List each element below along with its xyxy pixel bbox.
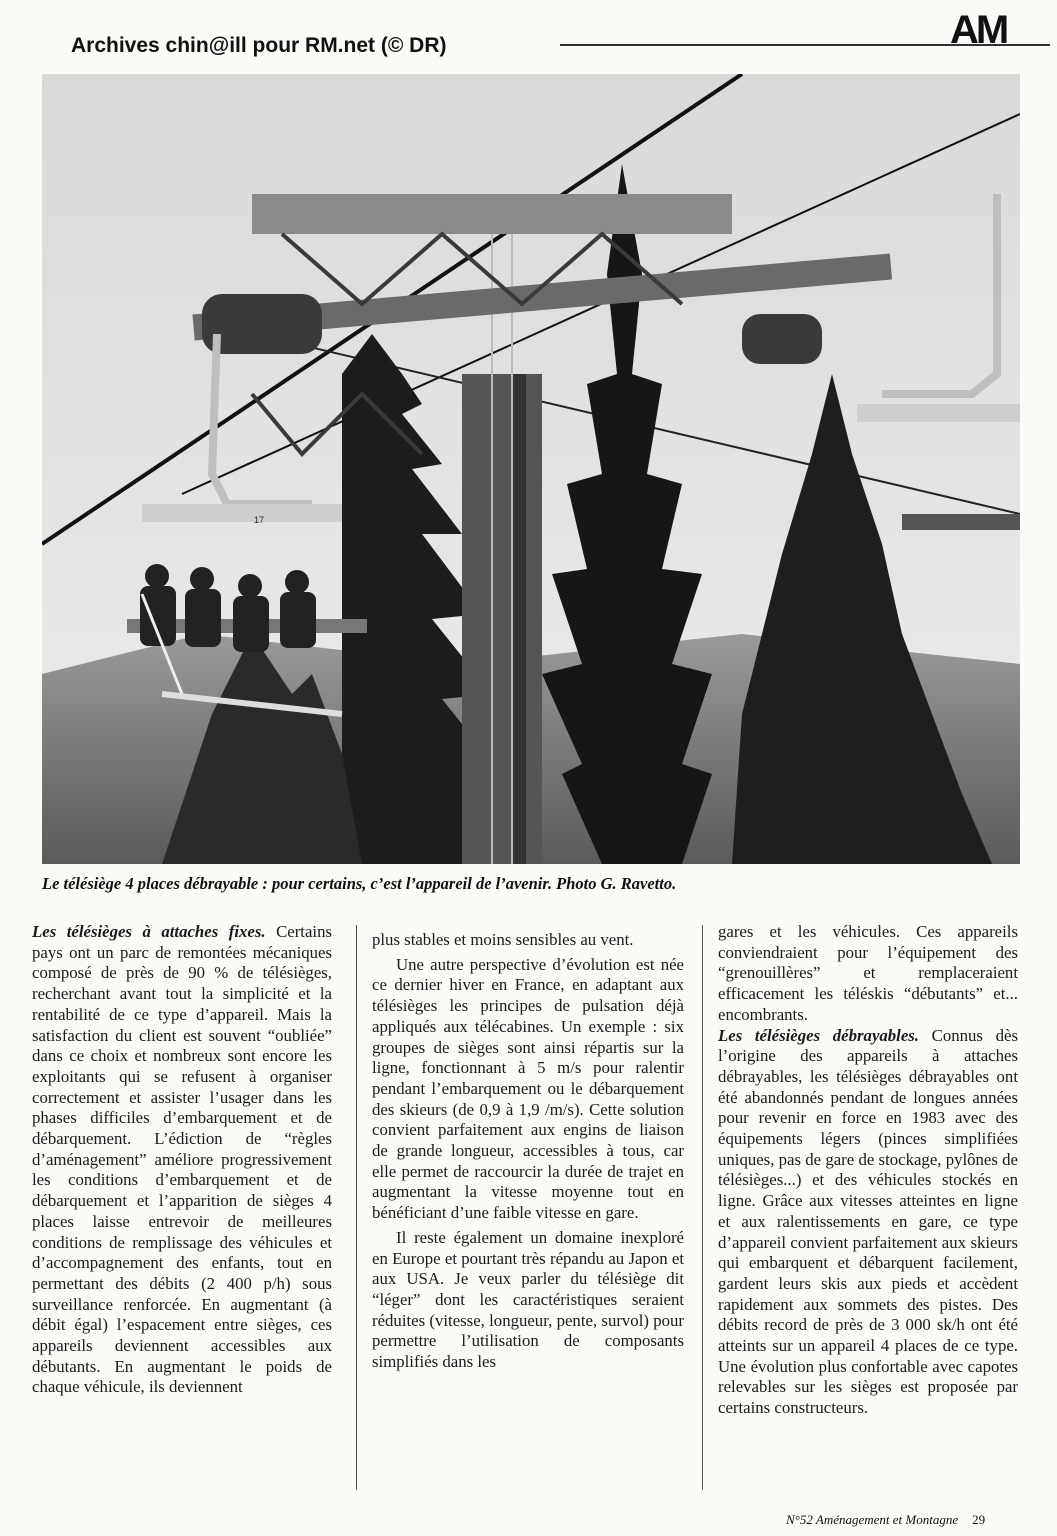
text-column-1: [32, 922, 332, 1398]
chairlift-photo: [42, 74, 1020, 864]
issue-title: N°52 Aménagement et Montagne: [786, 1512, 959, 1527]
paragraph: [32, 922, 332, 1398]
page-number: 29: [972, 1512, 986, 1527]
page-footer: [786, 1512, 985, 1528]
text-column-2: [372, 930, 684, 1373]
section-lead-detachable: Les télésièges débrayables.: [718, 1025, 920, 1045]
chair-number-label: 17: [254, 515, 265, 525]
photo-caption: Le télésiège 4 places débrayable : pour certains, c’est l’appareil de l’avenir. Photo G. Ravetto.: [42, 874, 677, 893]
paragraph-text: Certains pays ont un parc de remontées mécaniques composé de près de 90 % de télésièges, recherchant avant tout la simplicité et la rentabilité de ce type d’appareil. Mais la satisfaction du client est souvent “oubliée” dans ce choix et nombreux sont encore les exploitants qui se refusent à organiser correctement et assister l’usager dans les phases difficiles d’embarquement et de débarquement. L’édiction de “règles d’aménagement” améliore progressivement les conditions d’embarquement et de débarquement et l’apparition de sièges 4 places laisse entrevoir de meilleures conditions de remplissage des véhicules et d’accompagnement des enfants, tout en permettant des débits (2 400 p/h) sous surveillance renforcée. En augmentant (à débit égal) l’espacement entre sièges, ces appareils deviennent accessibles aux débutants. En augmentant le poids de chaque véhicule, ils deviennent: [32, 922, 332, 1397]
paragraph: plus stables et moins sensibles au vent.: [372, 930, 634, 949]
text-column-3: [718, 922, 1018, 1419]
paragraph: Une autre perspective d’évolution est née ce dernier hiver en France, en adaptant aux télésièges les principes de pulsation déjà appliqués aux télécabines. Un exemple : six groupes de sièges sont ainsi répartis sur la ligne, fonctionnant à 5 m/s pour ralentir pendant l’embarquement ou le débarquement des skieurs (de 0,9 à 1,9 /m/s). Cette solution convient parfaitement aux engins de liaison de grande longueur, accessibles à tous, car elle permet de raccourcir la durée de trajet en augmentant la vitesse moyenne tout en bénéficiant d’une faible vitesse en gare.: [372, 954, 684, 1223]
paragraph-text: Connus dès l’origine des appareils à attaches débrayables, les télésièges débrayables ont été abandonnés pendant de longues années pour revenir en force en 1983 avec des équipements légers (pinces simplifiées uniques, pas de gare de stockage, pylônes de télésièges...) et des véhicules stockés en ligne. Grâce aux vitesses atteintes en ligne et aux ralentissements en gare, ce type d’appareil convient parfaitement aux skieurs qui embarquent et débarquent facilement, gardent leurs skis aux pieds et accèdent rapidement aux sommets des pistes. Des débits record de près de 3 000 sk/h ont été atteints sur un appareil 4 places de ce type. Une évolution plus confortable avec capotes relevables sur les sièges est proposée par certains constructeurs.: [718, 1025, 1018, 1418]
paragraph: gares et les véhicules. Ces appareils conviendraient pour l’équipement des “grenouillères” et remplaceraient efficacement les téléskis “débutants” et... encombrants.: [718, 922, 1018, 1024]
column-divider: [702, 925, 703, 1490]
chairlift-photo-drawing: [42, 74, 1020, 864]
paragraph: Il reste également un domaine inexploré en Europe et pourtant très répandu au Japon et aux USA. Je veux parler du télésiège dit “léger” dont les caractéristiques seraient réduites (vitesse, longueur, pente, survol) pour permettre l’utilisation de composants simplifiés dans les: [372, 1227, 684, 1372]
magazine-logo: AM: [950, 8, 1007, 52]
section-lead-fixed-grips: Les télésièges à attaches fixes.: [32, 922, 266, 941]
paragraph: [718, 1026, 1018, 1419]
column-divider: [356, 925, 357, 1490]
archive-note: Archives chin@ill pour RM.net (© DR): [71, 34, 447, 57]
